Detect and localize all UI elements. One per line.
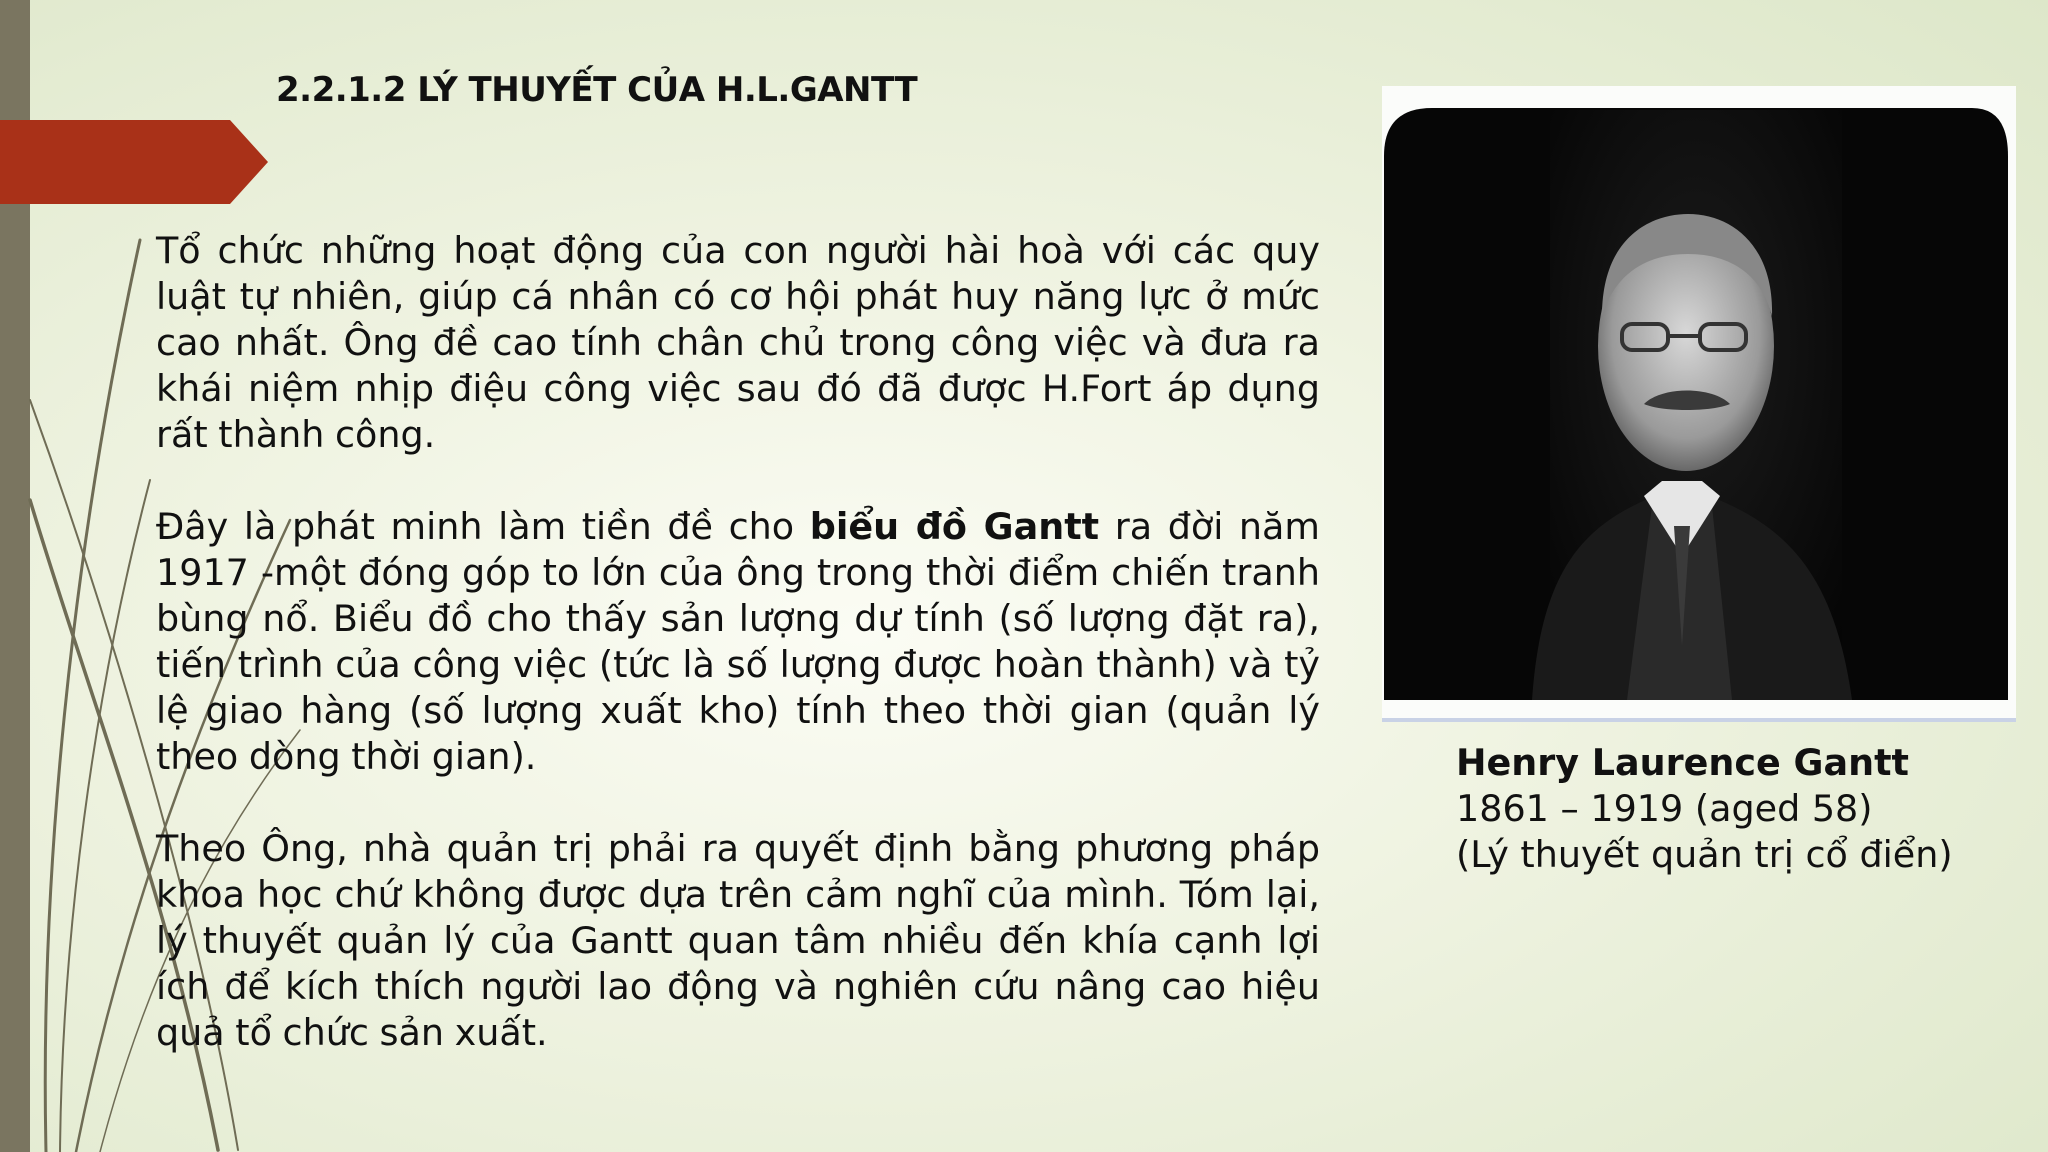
slide-heading: 2.2.1.2 LÝ THUYẾT CỦA H.L.GANTT xyxy=(276,70,918,110)
caption-dates: 1861 – 1919 (aged 58) xyxy=(1456,787,1873,830)
portrait-caption xyxy=(1456,740,2036,878)
caption-note: (Lý thuyết quản trị cổ điển) xyxy=(1456,833,1953,876)
caption-name: Henry Laurence Gantt xyxy=(1456,741,1909,784)
paragraph-1: Tổ chức những hoạt động của con người hài hoà với các quy luật tự nhiên, giúp cá nhân có cơ hội phát huy năng lực ở mức cao nhất. Ông đề cao tính chân chủ trong công việc và đưa ra khái niệm nhịp điệu công việc sau đó đã được H.Fort áp dụng rất thành công. xyxy=(156,229,1320,456)
paragraph-2-rest: ra đời năm 1917 -một đóng góp to lớn của ông trong thời điểm chiến tranh bùng nổ. Biểu đồ cho thấy sản lượng dự tính (số lượng đặt ra), tiến trình của công việc (tức là số lượng được hoàn thành) và tỷ lệ giao hàng (số lượng xuất kho) tính theo thời gian (quản lý theo dòng thời gian). xyxy=(156,505,1320,778)
paragraph-3: Theo Ông, nhà quản trị phải ra quyết định bằng phương pháp khoa học chứ không được dựa trên cảm nghĩ của mình. Tóm lại, lý thuyết quản lý của Gantt quan tâm nhiều đến khía cạnh lợi ích để kích thích người lao động và nghiên cứu nâng cao hiệu quả tổ chức sản xuất. xyxy=(156,827,1320,1054)
body-text xyxy=(156,228,1320,1102)
gantt-chart-emphasis: biểu đồ Gantt xyxy=(809,505,1100,548)
paragraph-2-lead: Đây là phát minh làm tiền đề cho xyxy=(156,505,810,548)
paragraph-2 xyxy=(156,504,1320,780)
portrait-photo-icon xyxy=(1382,86,2016,718)
